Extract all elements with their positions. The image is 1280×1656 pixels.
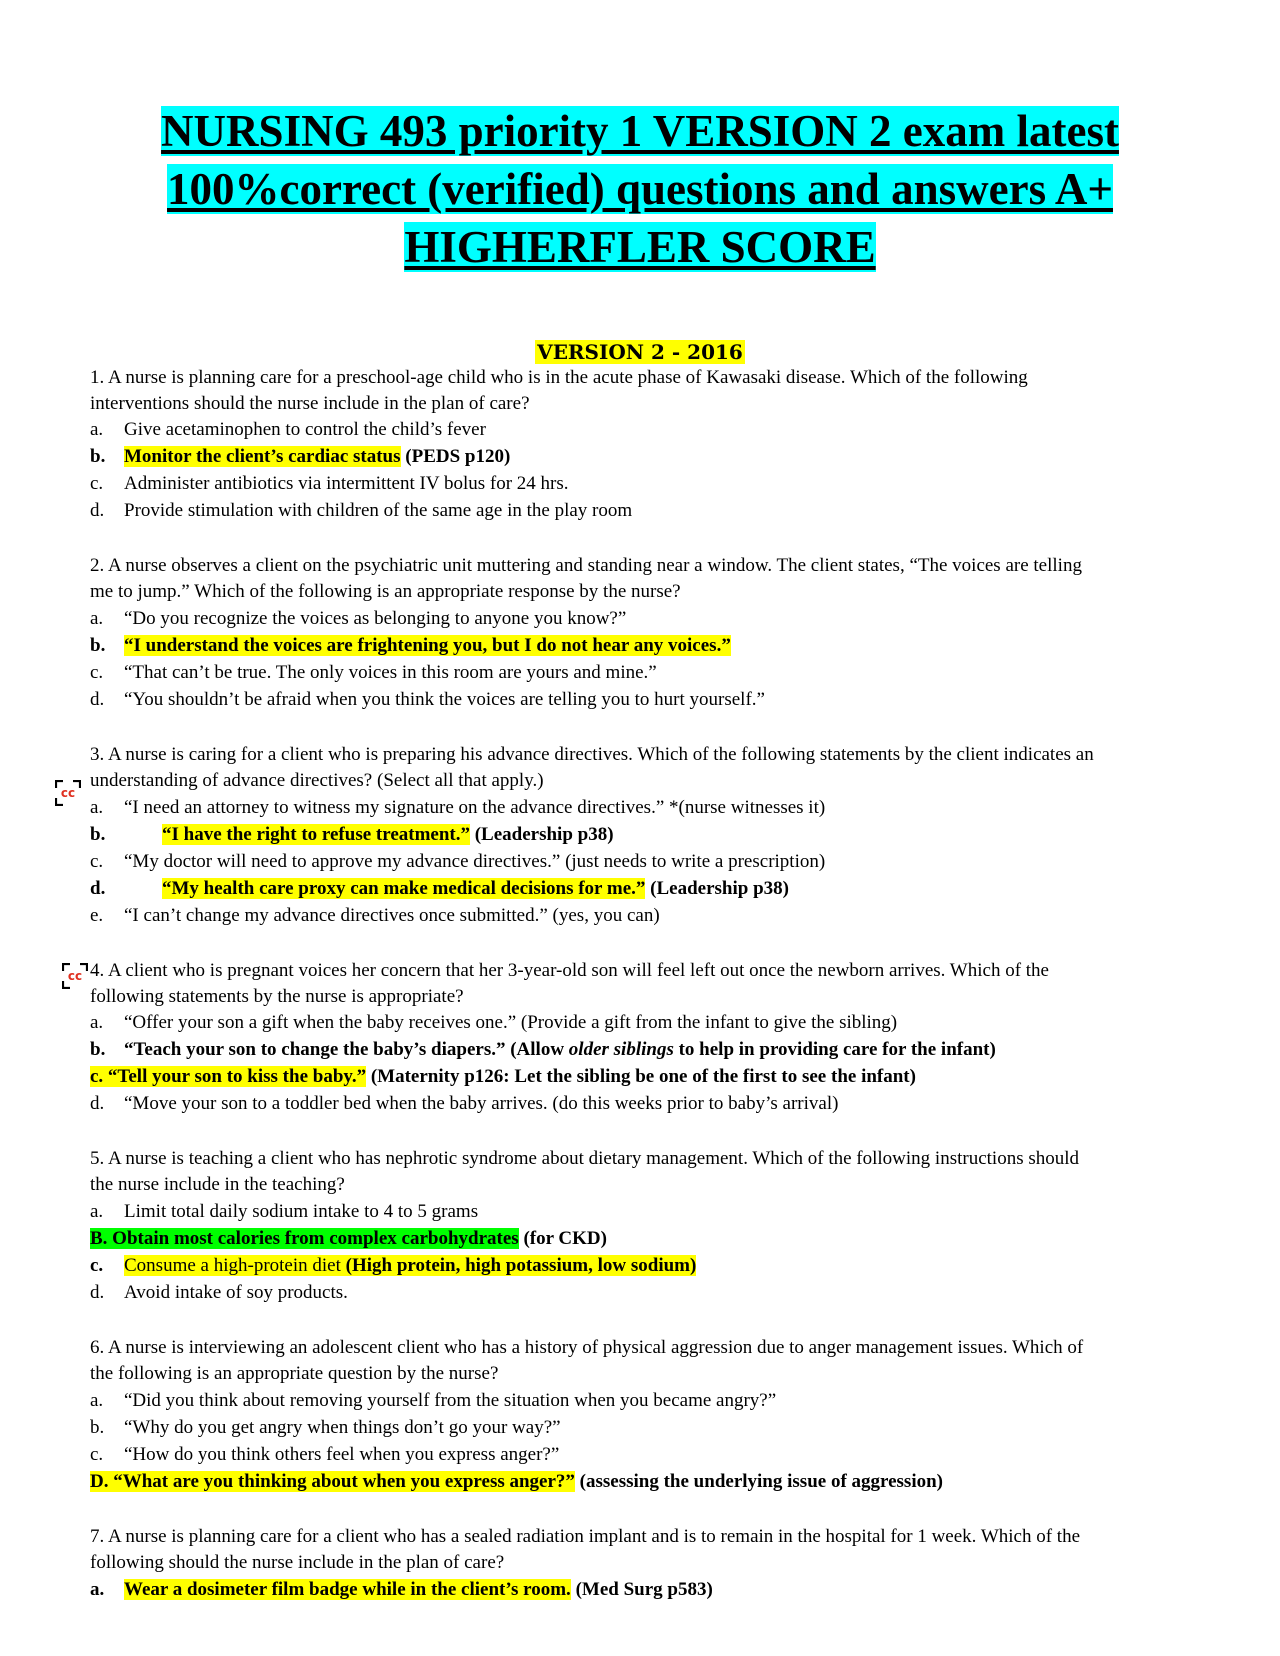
q1-option-d: d. Provide stimulation with children of the same age in the play room (90, 500, 633, 521)
cc-bracket-icon (62, 963, 88, 989)
q4-option-d: d. “Move your son to a toddler bed when the baby arrives. (do this weeks prior to baby’s arrival) (90, 1093, 839, 1114)
q4-stem-line-1: 4. A client who is pregnant voices her concern that her 3-year-old son will feel left out once the newborn arrives. Which of the (90, 960, 1049, 981)
q2-stem-line-1: 2. A nurse observes a client on the psychiatric unit muttering and standing near a window. The client states, “The voices are telling (90, 555, 1082, 576)
q6-option-a: a. “Did you think about removing yourself from the situation when you became angry?” (90, 1390, 777, 1411)
cc-bracket-icon (55, 780, 81, 806)
q6-stem-line-2: the following is an appropriate question by the nurse? (90, 1363, 499, 1384)
q7-option-a: a. Wear a dosimeter film badge while in the client’s room. (Med Surg p583) (90, 1579, 713, 1600)
title-line-3: HIGHERFLER SCORE (404, 222, 876, 272)
q6-option-d: D. “What are you thinking about when you express anger?” (assessing the underlying issue of aggression) (90, 1471, 944, 1492)
q3-option-a: a. “I need an attorney to witness my signature on the advance directives.” *(nurse witnesses it) (90, 797, 826, 818)
title-line-2: 100%correct (verified) questions and answers A+ (167, 164, 1113, 214)
q3-option-b: b. “I have the right to refuse treatment.” (Leadership p38) (90, 824, 614, 845)
q3-option-e: e. “I can’t change my advance directives once submitted.” (yes, you can) (90, 905, 660, 926)
q5-option-a: a. Limit total daily sodium intake to 4 to 5 grams (90, 1201, 479, 1222)
q5-option-c: c. Consume a high-protein diet (High protein, high potassium, low sodium) (90, 1255, 697, 1276)
q5-stem-line-1: 5. A nurse is teaching a client who has nephrotic syndrome about dietary management. Which of the following instructions should (90, 1148, 1080, 1169)
document-title (60, 102, 1220, 276)
q6-option-b: b. “Why do you get angry when things don’t go your way?” (90, 1417, 561, 1438)
q3-stem-line-1: 3. A nurse is caring for a client who is preparing his advance directives. Which of the following statements by the client indicates an (90, 744, 1094, 765)
title-line-1: NURSING 493 priority 1 VERSION 2 exam latest (161, 106, 1119, 156)
q4-stem-line-2: following statements by the nurse is appropriate? (90, 986, 464, 1007)
version-heading: VERSION 2 - 2016 (537, 340, 743, 364)
q4-option-c: c. “Tell your son to kiss the baby.” (Maternity p126: Let the sibling be one of the first to see the infant) (90, 1066, 916, 1087)
q3-option-c: c. “My doctor will need to approve my advance directives.” (just needs to write a prescription) (90, 851, 826, 872)
q4-option-a: a. “Offer your son a gift when the baby receives one.” (Provide a gift from the infant to give the sibling) (90, 1012, 898, 1033)
q3-option-d: d. “My health care proxy can make medical decisions for me.” (Leadership p38) (90, 878, 789, 899)
q2-option-a: a. “Do you recognize the voices as belonging to anyone you know?” (90, 608, 627, 629)
q1-stem-line-2: interventions should the nurse include in the plan of care? (90, 393, 530, 414)
q1-option-a: a. Give acetaminophen to control the child’s fever (90, 419, 486, 440)
q1-option-c: c. Administer antibiotics via intermittent IV bolus for 24 hrs. (90, 473, 569, 494)
q4-option-b: b. “Teach your son to change the baby’s diapers.” (Allow older siblings to help in providing care for the infant) (90, 1039, 996, 1060)
q5-stem-line-2: the nurse include in the teaching? (90, 1174, 345, 1195)
q1-stem-line-1: 1. A nurse is planning care for a preschool-age child who is in the acute phase of Kawasaki disease. Which of the following (90, 367, 1028, 388)
q2-option-c: c. “That can’t be true. The only voices in this room are yours and mine.” (90, 662, 657, 683)
q5-option-d: d. Avoid intake of soy products. (90, 1282, 348, 1303)
q6-stem-line-1: 6. A nurse is interviewing an adolescent client who has a history of physical aggression due to anger management issues. Which of (90, 1337, 1084, 1358)
q2-stem-line-2: me to jump.” Which of the following is an appropriate response by the nurse? (90, 581, 681, 602)
q7-stem-line-1: 7. A nurse is planning care for a client who has a sealed radiation implant and is to remain in the hospital for 1 week. Which of the (90, 1526, 1081, 1547)
q6-option-c: c. “How do you think others feel when you express anger?” (90, 1444, 560, 1465)
q3-stem-line-2: understanding of advance directives? (Select all that apply.) (90, 770, 544, 791)
svg-text:cc: cc (60, 786, 76, 800)
q2-option-d: d. “You shouldn’t be afraid when you think the voices are telling you to hurt yourself.” (90, 689, 765, 710)
svg-text:cc: cc (67, 969, 83, 983)
q5-option-b: B. Obtain most calories from complex carbohydrates (for CKD) (90, 1228, 607, 1249)
q7-stem-line-2: following should the nurse include in the plan of care? (90, 1552, 505, 1573)
q2-option-b: b. “I understand the voices are frightening you, but I do not hear any voices.” (90, 635, 731, 656)
q1-option-b: b. Monitor the client’s cardiac status (PEDS p120) (90, 446, 511, 467)
